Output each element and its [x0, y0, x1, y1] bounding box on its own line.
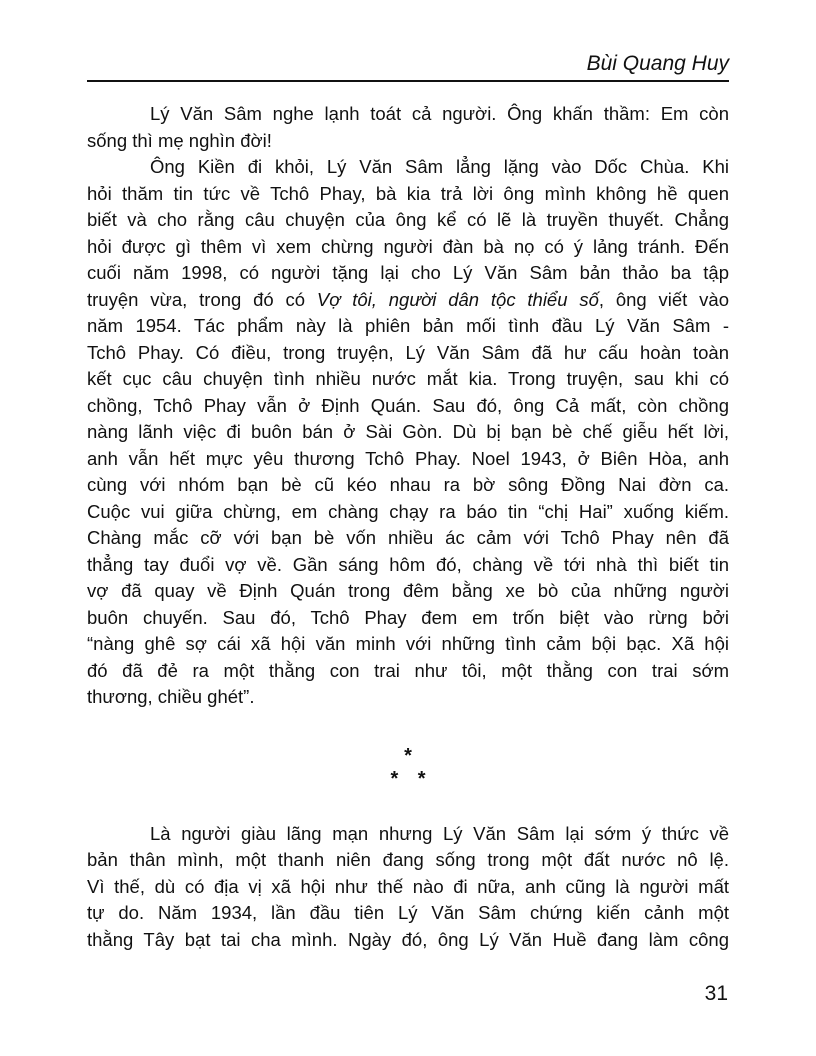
text-line — [87, 419, 729, 446]
text-line — [87, 366, 729, 393]
italic-title: Vợ tôi, người dân tộc thiểu số — [316, 288, 599, 310]
text-segment: , ông viết vào — [598, 288, 729, 310]
text-line — [87, 631, 729, 658]
running-header — [87, 50, 729, 82]
text-line — [87, 393, 729, 420]
text-segment: chồng, Tchô Phay vẫn ở Định Quán. Sau đó, ông Cả mất, còn chồng — [87, 394, 729, 416]
text-line — [87, 578, 729, 605]
text-segment: tự do. Năm 1934, lần đầu tiên Lý Văn Sâm chứng kiến cảnh một — [87, 902, 729, 923]
text-line — [87, 874, 729, 901]
text-line — [87, 340, 729, 367]
text-segment: buôn chuyến. Sau đó, Tchô Phay đem em trốn biệt vào rừng bởi — [87, 606, 729, 628]
text-segment: Ông Kiền đi khỏi, Lý Văn Sâm lẳng lặng vào Dốc Chùa. Khi — [150, 156, 729, 177]
text-line — [87, 847, 729, 874]
text-segment: cuối năm 1998, có người tặng lại cho Lý Văn Sâm bản thảo ba tập — [87, 262, 729, 283]
text-segment: hỏi được gì thêm vì xem chừng người đàn bà nọ có ý lảng tránh. Đến — [87, 235, 729, 257]
text-line — [87, 658, 729, 685]
section-after-break — [87, 821, 729, 954]
text-segment: “nàng ghê sợ cái xã hội văn minh với những tình cảm bội bạc. Xã hội — [87, 633, 729, 654]
text-line — [87, 472, 729, 499]
text-line — [87, 821, 729, 848]
page-number: 31 — [704, 982, 728, 1005]
text-segment: Cuộc vui giữa chừng, em chàng chạy ra báo tin “chị Hai” xuống kiếm. — [87, 500, 729, 522]
text-line — [87, 900, 729, 927]
page-body — [87, 101, 729, 953]
paragraph — [87, 821, 729, 954]
text-line — [87, 207, 729, 234]
text-segment: anh vẫn hết mực yêu thương Tchô Phay. Noel 1943, ở Biên Hòa, anh — [87, 447, 729, 469]
text-line — [87, 181, 729, 208]
asterisk-row-1: * — [404, 744, 412, 767]
text-segment: bản thân mình, một thanh niên đang sống trong một đất nước nô lệ. — [87, 849, 729, 870]
text-segment: Chàng mắc cỡ với bạn bè vốn nhiều ác cảm với Tchô Phay nên đã — [87, 527, 729, 548]
text-segment: Tchô Phay. Có điều, trong truyện, Lý Văn Sâm đã hư cấu hoàn toàn — [87, 341, 729, 363]
section-before-break — [87, 101, 729, 711]
text-segment: năm 1954. Tác phẩm này là phiên bản mối tình đầu Lý Văn Sâm - — [87, 315, 729, 336]
text-segment: thằng Tây bạt tai cha mình. Ngày đó, ông Lý Văn Huề đang làm công — [87, 928, 729, 950]
text-segment: hỏi thăm tin tức về Tchô Phay, bà kia trả lời ông mình không hề quen — [87, 182, 729, 204]
text-segment: cùng với nhóm bạn bè cũ kéo nhau ra bờ sông Đồng Nai đờn ca. — [87, 474, 729, 495]
text-line — [87, 313, 729, 340]
text-line — [87, 605, 729, 632]
spacer — [87, 791, 729, 821]
paragraph — [87, 154, 729, 711]
text-segment: thẳng tay đuổi vợ về. Gần sáng hôm đó, chàng về tới nhà thì biết tin — [87, 553, 729, 575]
text-segment: kết cục câu chuyện tình nhiều nước mắt kia. Trong truyện, sau khi có — [87, 368, 729, 389]
text-segment: sống thì mẹ nghìn đời! — [87, 129, 272, 151]
paragraph — [87, 101, 729, 154]
text-segment: Là người giàu lãng mạn nhưng Lý Văn Sâm lại sớm ý thức về — [150, 822, 729, 844]
text-segment: biết và cho rằng câu chuyện của ông kể có lẽ là truyền thuyết. Chẳng — [87, 209, 729, 230]
text-segment: nàng lãnh việc đi buôn bán ở Sài Gòn. Dù bị bạn bè chế giễu hết lời, — [87, 421, 729, 442]
asterisk-row-2: * * — [390, 767, 426, 790]
text-segment: vợ đã quay về Định Quán trong đêm bằng xe bò của những người — [87, 580, 729, 601]
spacer — [87, 711, 729, 745]
text-line — [87, 260, 729, 287]
text-line — [87, 499, 729, 526]
text-line — [87, 927, 729, 954]
text-segment: Lý Văn Sâm nghe lạnh toát cả người. Ông khấn thầm: Em còn — [150, 103, 729, 124]
text-line — [87, 525, 729, 552]
text-line — [87, 128, 729, 155]
section-break-asterisks — [87, 745, 729, 791]
text-line — [87, 234, 729, 261]
text-segment: đó đã đẻ ra một thằng con trai như tôi, một thằng con trai sớm — [87, 659, 729, 681]
running-title: Bùi Quang Huy — [586, 52, 729, 75]
text-segment: truyện vừa, trong đó có — [87, 288, 317, 310]
text-line — [87, 684, 729, 711]
text-line — [87, 552, 729, 579]
text-line — [87, 154, 729, 181]
text-line — [87, 287, 729, 314]
text-segment: Vì thế, dù có địa vị xã hội như thế nào đi nữa, anh cũng là người mất — [87, 875, 729, 897]
text-line — [87, 446, 729, 473]
text-line — [87, 101, 729, 128]
text-segment: thương, chiều ghét”. — [87, 686, 255, 707]
